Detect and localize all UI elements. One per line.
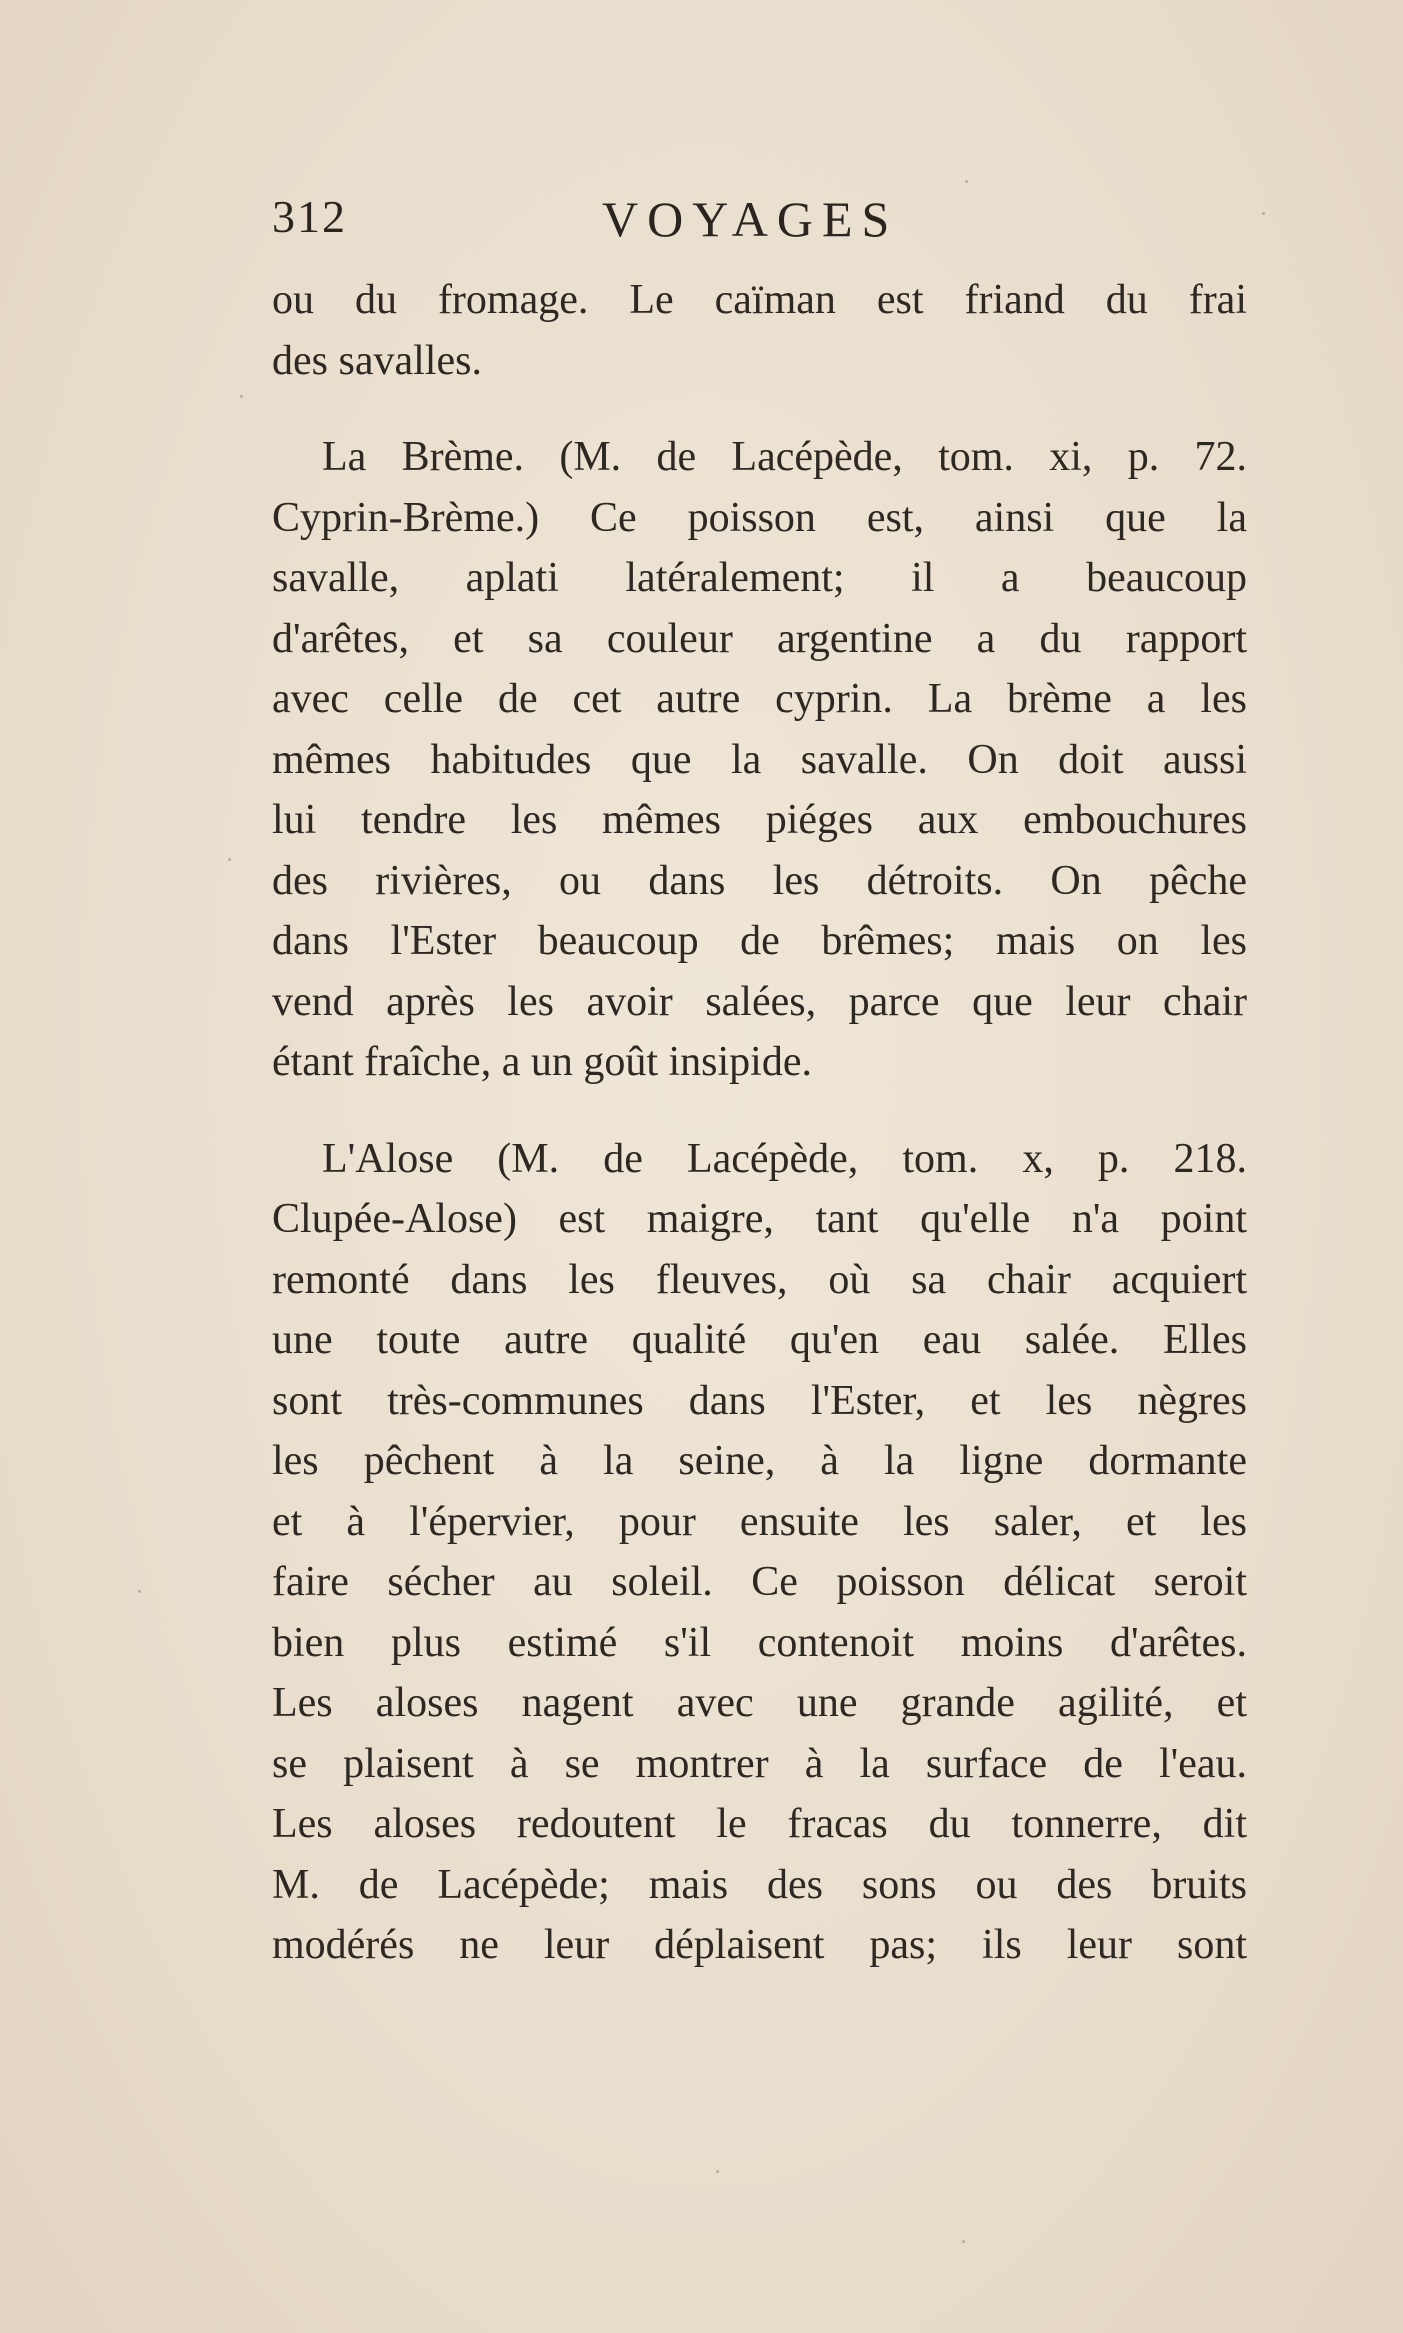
text-line: lui tendre les mêmes piéges aux embouchures [272,797,1247,843]
paragraph-spacer [272,391,1247,427]
paper-speck [138,1590,141,1593]
paper-speck [1262,212,1265,215]
text-line: vend après les avoir salées, parce que leur chair [272,978,1247,1025]
paragraph-alose [272,1129,1247,1976]
text-line: des rivières, ou dans les détroits. On pêche [272,857,1247,904]
paper-speck [962,2240,965,2243]
text-line: les pêchent à la seine, à la ligne dormante [272,1438,1247,1484]
text-line: Les aloses nagent avec une grande agilité, et [272,1680,1247,1726]
text-line: étant fraîche, a un goût insipide. [272,1039,812,1085]
page-number: 312 [272,191,347,242]
text-line: modérés ne leur déplaisent pas; ils leur sont [272,1922,1247,1968]
text-line: savalle, aplati latéralement; il a beaucoup [272,555,1247,601]
text-line: faire sécher au soleil. Ce poisson délicat seroit [272,1559,1247,1605]
text-line: et à l'épervier, pour ensuite les saler, et les [272,1498,1247,1545]
text-line: une toute autre qualité qu'en eau salée. Elles [272,1317,1247,1363]
text-line: sont très-communes dans l'Ester, et les nègres [272,1377,1247,1424]
paragraph-spacer [272,1093,1247,1129]
paragraph-breme [272,427,1247,1093]
text-line: mêmes habitudes que la savalle. On doit aussi [272,736,1247,783]
body-text [272,270,1247,1976]
text-line: remonté dans les fleuves, où sa chair acquiert [272,1256,1247,1303]
text-line: Clupée-Alose) est maigre, tant qu'elle n'a point [272,1196,1247,1242]
paper-speck [228,858,231,861]
text-line: M. de Lacépède; mais des sons ou des bruits [272,1861,1247,1908]
text-line: Cyprin-Brème.) Ce poisson est, ainsi que la [272,494,1247,541]
paper-speck [240,395,243,398]
text-line: bien plus estimé s'il contenoit moins d'arêtes. [272,1619,1247,1666]
page-header [272,190,1252,260]
text-line: dans l'Ester beaucoup de brêmes; mais on les [272,918,1247,964]
text-line: des savalles. [272,337,482,384]
text-line: se plaisent à se montrer à la surface de l'eau. [272,1740,1247,1787]
paragraph-continuation [272,270,1247,391]
text-line: d'arêtes, et sa couleur argentine a du rapport [272,615,1247,662]
text-line: La Brème. (M. de Lacépède, tom. xi, p. 72. [322,434,1247,480]
paper-speck [716,2170,719,2173]
text-line: L'Alose (M. de Lacépède, tom. x, p. 218. [322,1135,1247,1182]
text-line: Les aloses redoutent le fracas du tonnerre, dit [272,1801,1247,1847]
paper-speck [965,180,968,183]
text-line: ou du fromage. Le caïman est friand du frai [272,277,1247,323]
running-title: VOYAGES [602,191,899,247]
text-line: avec celle de cet autre cyprin. La brème a les [272,676,1247,722]
